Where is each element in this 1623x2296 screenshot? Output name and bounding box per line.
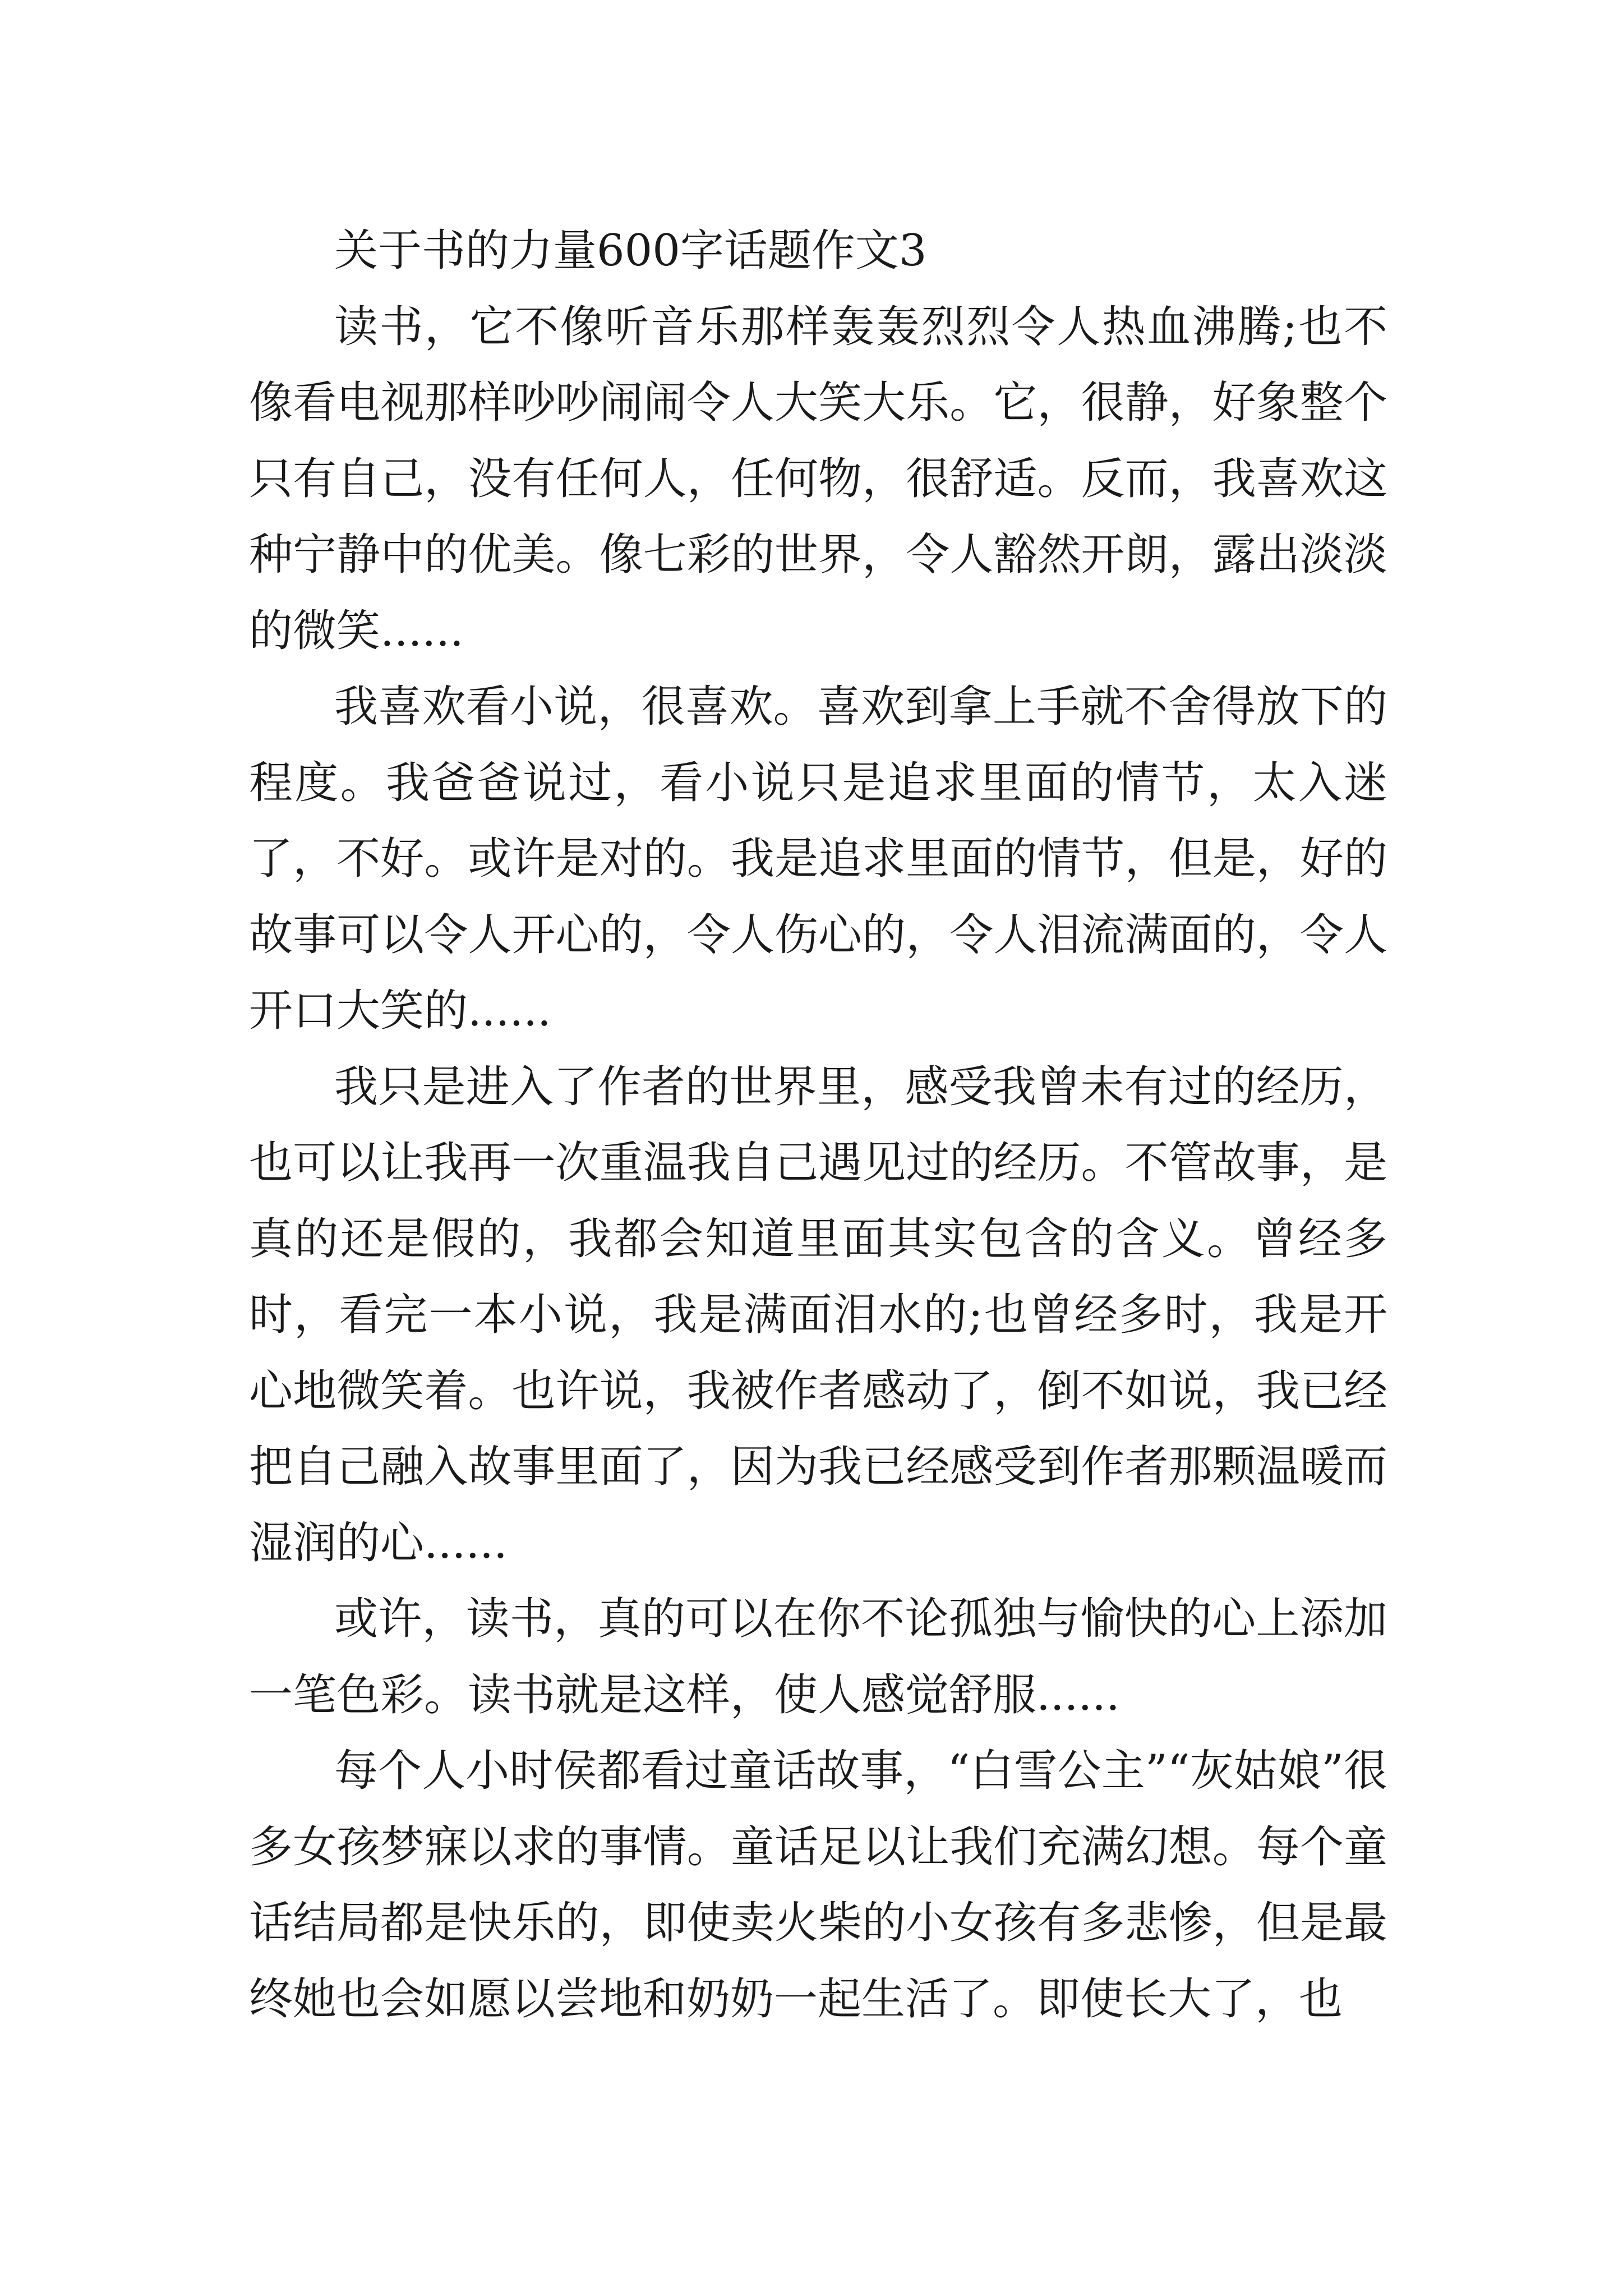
paragraph: 我喜欢看小说，很喜欢。喜欢到拿上手就不舍得放下的程度。我爸爸说过，看小说只是追求里面的情节，太入迷了，不好。或许是对的。我是追求里面的情节，但是，好的故事可以令人开心的，令人伤心的，令人泪流满面的，令人开口大笑的...... <box>249 682 1387 1036</box>
paragraph: 或许，读书，真的可以在你不论孤独与愉快的心上添加一笔色彩。读书就是这样，使人感觉舒服...... <box>249 1594 1387 1720</box>
document-body <box>249 213 1387 2037</box>
paragraph: 每个人小时侯都看过童话故事，“白雪公主”“灰姑娘”很多女孩梦寐以求的事情。童话足以让我们充满幻想。每个童话结局都是快乐的，即使卖火柴的小女孩有多悲惨，但是最终她也会如愿以尝地和奶奶一起生活了。即使长大了，也 <box>249 1746 1387 2024</box>
document-title: 关于书的力量600字话题作文3 <box>334 226 927 276</box>
paragraph: 我只是进入了作者的世界里，感受我曾未有过的经历，也可以让我再一次重温我自己遇见过的经历。不管故事，是真的还是假的，我都会知道里面其实包含的含义。曾经多时，看完一本小说，我是满面泪水的;也曾经多时，我是开心地微笑着。也许说，我被作者感动了，倒不如说，我已经把自己融入故事里面了，因为我已经感受到作者那颗温暖而湿润的心...... <box>249 1061 1387 1568</box>
paragraph: 读书，它不像听音乐那样轰轰烈烈令人热血沸腾;也不像看电视那样吵吵闹闹令人大笑大乐。它，很静，好象整个只有自己，没有任何人，任何物，很舒适。反而，我喜欢这种宁静中的优美。像七彩的世界，令人豁然开朗，露出淡淡的微笑...... <box>249 301 1387 656</box>
